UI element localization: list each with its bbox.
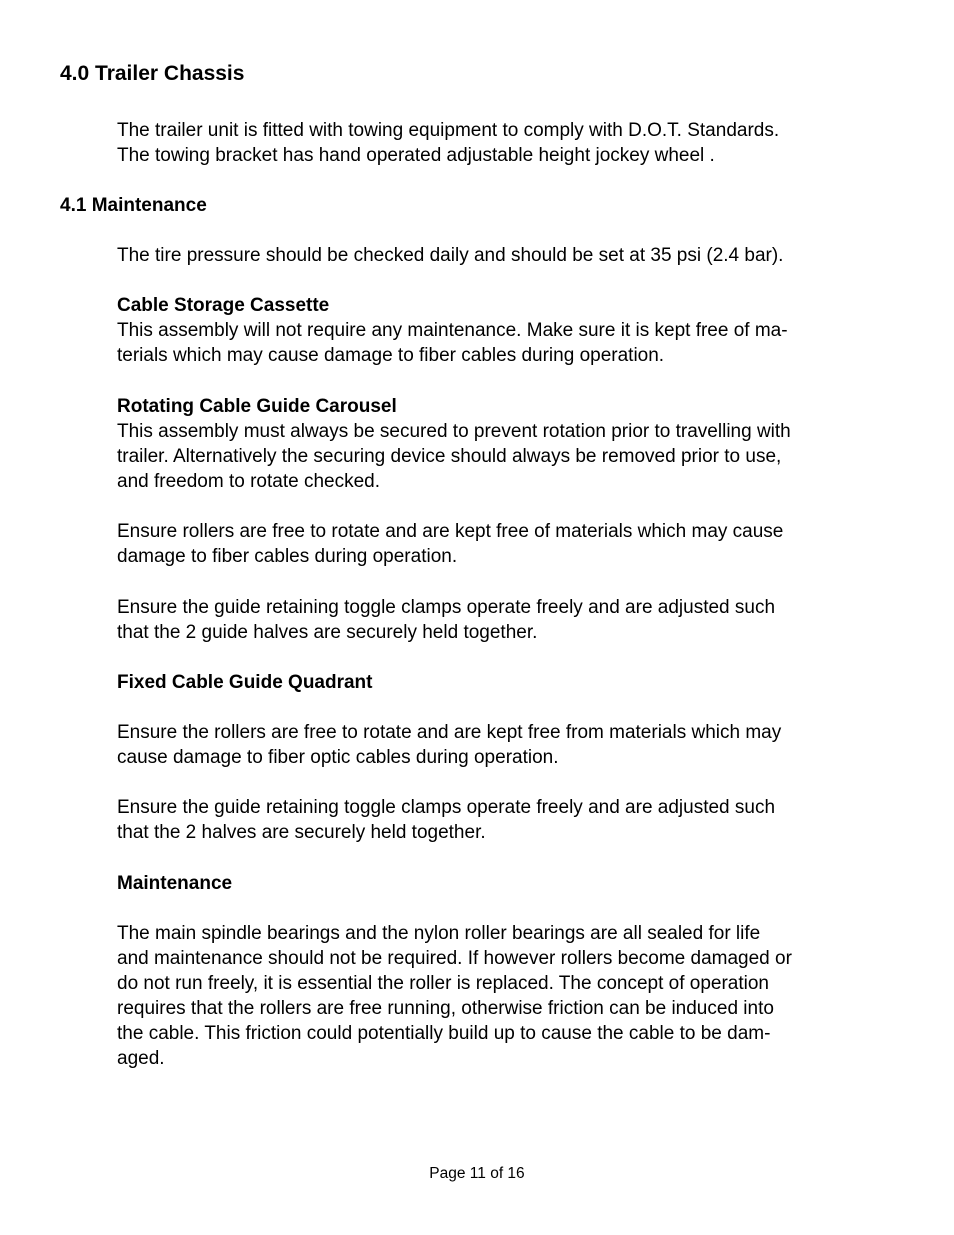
- cassette-heading: Cable Storage Cassette: [117, 295, 330, 316]
- page-number: Page 11 of 16: [429, 1165, 525, 1182]
- maintenance-paragraph: [117, 921, 907, 1071]
- carousel-section: [117, 394, 907, 494]
- carousel-clamps-line: that the 2 guide halves are securely held together.: [117, 622, 538, 643]
- carousel-rollers-paragraph: [117, 519, 907, 569]
- maintenance-line: the cable. This friction could potentially build up to cause the cable to be dam-: [117, 1023, 771, 1044]
- quadrant-clamps-line: that the 2 halves are securely held together.: [117, 822, 486, 843]
- carousel-clamps-paragraph: [117, 595, 907, 645]
- intro-paragraph: [117, 118, 907, 168]
- section-title: 4.0 Trailer Chassis: [60, 62, 245, 85]
- cassette-section: [117, 293, 907, 368]
- quadrant-heading: Fixed Cable Guide Quadrant: [117, 672, 373, 693]
- maintenance-line: aged.: [117, 1048, 165, 1069]
- subsection-title: 4.1 Maintenance: [60, 195, 207, 216]
- quadrant-rollers-paragraph: [117, 720, 907, 770]
- cassette-line: This assembly will not require any maintenance. Make sure it is kept free of ma-: [117, 320, 788, 341]
- carousel-line: trailer. Alternatively the securing device should always be removed prior to use,: [117, 446, 782, 467]
- intro-line: The towing bracket has hand operated adjustable height jockey wheel .: [117, 145, 715, 166]
- quadrant-clamps-paragraph: [117, 795, 907, 845]
- cassette-line: terials which may cause damage to fiber cables during operation.: [117, 345, 665, 366]
- quadrant-rollers-line: cause damage to fiber optic cables during operation.: [117, 747, 559, 768]
- tire-pressure-paragraph: [117, 243, 907, 268]
- maintenance-line: do not run freely, it is essential the roller is replaced. The concept of operation: [117, 973, 769, 994]
- carousel-clamps-line: Ensure the guide retaining toggle clamps operate freely and are adjusted such: [117, 597, 776, 618]
- carousel-rollers-line: Ensure rollers are free to rotate and are kept free of materials which may cause: [117, 521, 784, 542]
- maintenance-heading-block: [117, 871, 907, 896]
- tire-pressure-line: The tire pressure should be checked daily and should be set at 35 psi (2.4 bar).: [117, 245, 784, 266]
- quadrant-heading-block: [117, 670, 907, 695]
- maintenance-line: and maintenance should not be required. If however rollers become damaged or: [117, 948, 792, 969]
- quadrant-clamps-line: Ensure the guide retaining toggle clamps operate freely and are adjusted such: [117, 797, 776, 818]
- carousel-heading: Rotating Cable Guide Carousel: [117, 396, 397, 417]
- maintenance-heading: Maintenance: [117, 873, 233, 894]
- carousel-line: and freedom to rotate checked.: [117, 471, 380, 492]
- carousel-line: This assembly must always be secured to prevent rotation prior to travelling with: [117, 421, 791, 442]
- intro-line: The trailer unit is fitted with towing equipment to comply with D.O.T. Standards.: [117, 120, 780, 141]
- carousel-rollers-line: damage to fiber cables during operation.: [117, 546, 458, 567]
- quadrant-rollers-line: Ensure the rollers are free to rotate and are kept free from materials which may: [117, 722, 782, 743]
- maintenance-line: requires that the rollers are free running, otherwise friction can be induced into: [117, 998, 774, 1019]
- maintenance-line: The main spindle bearings and the nylon roller bearings are all sealed for life: [117, 923, 761, 944]
